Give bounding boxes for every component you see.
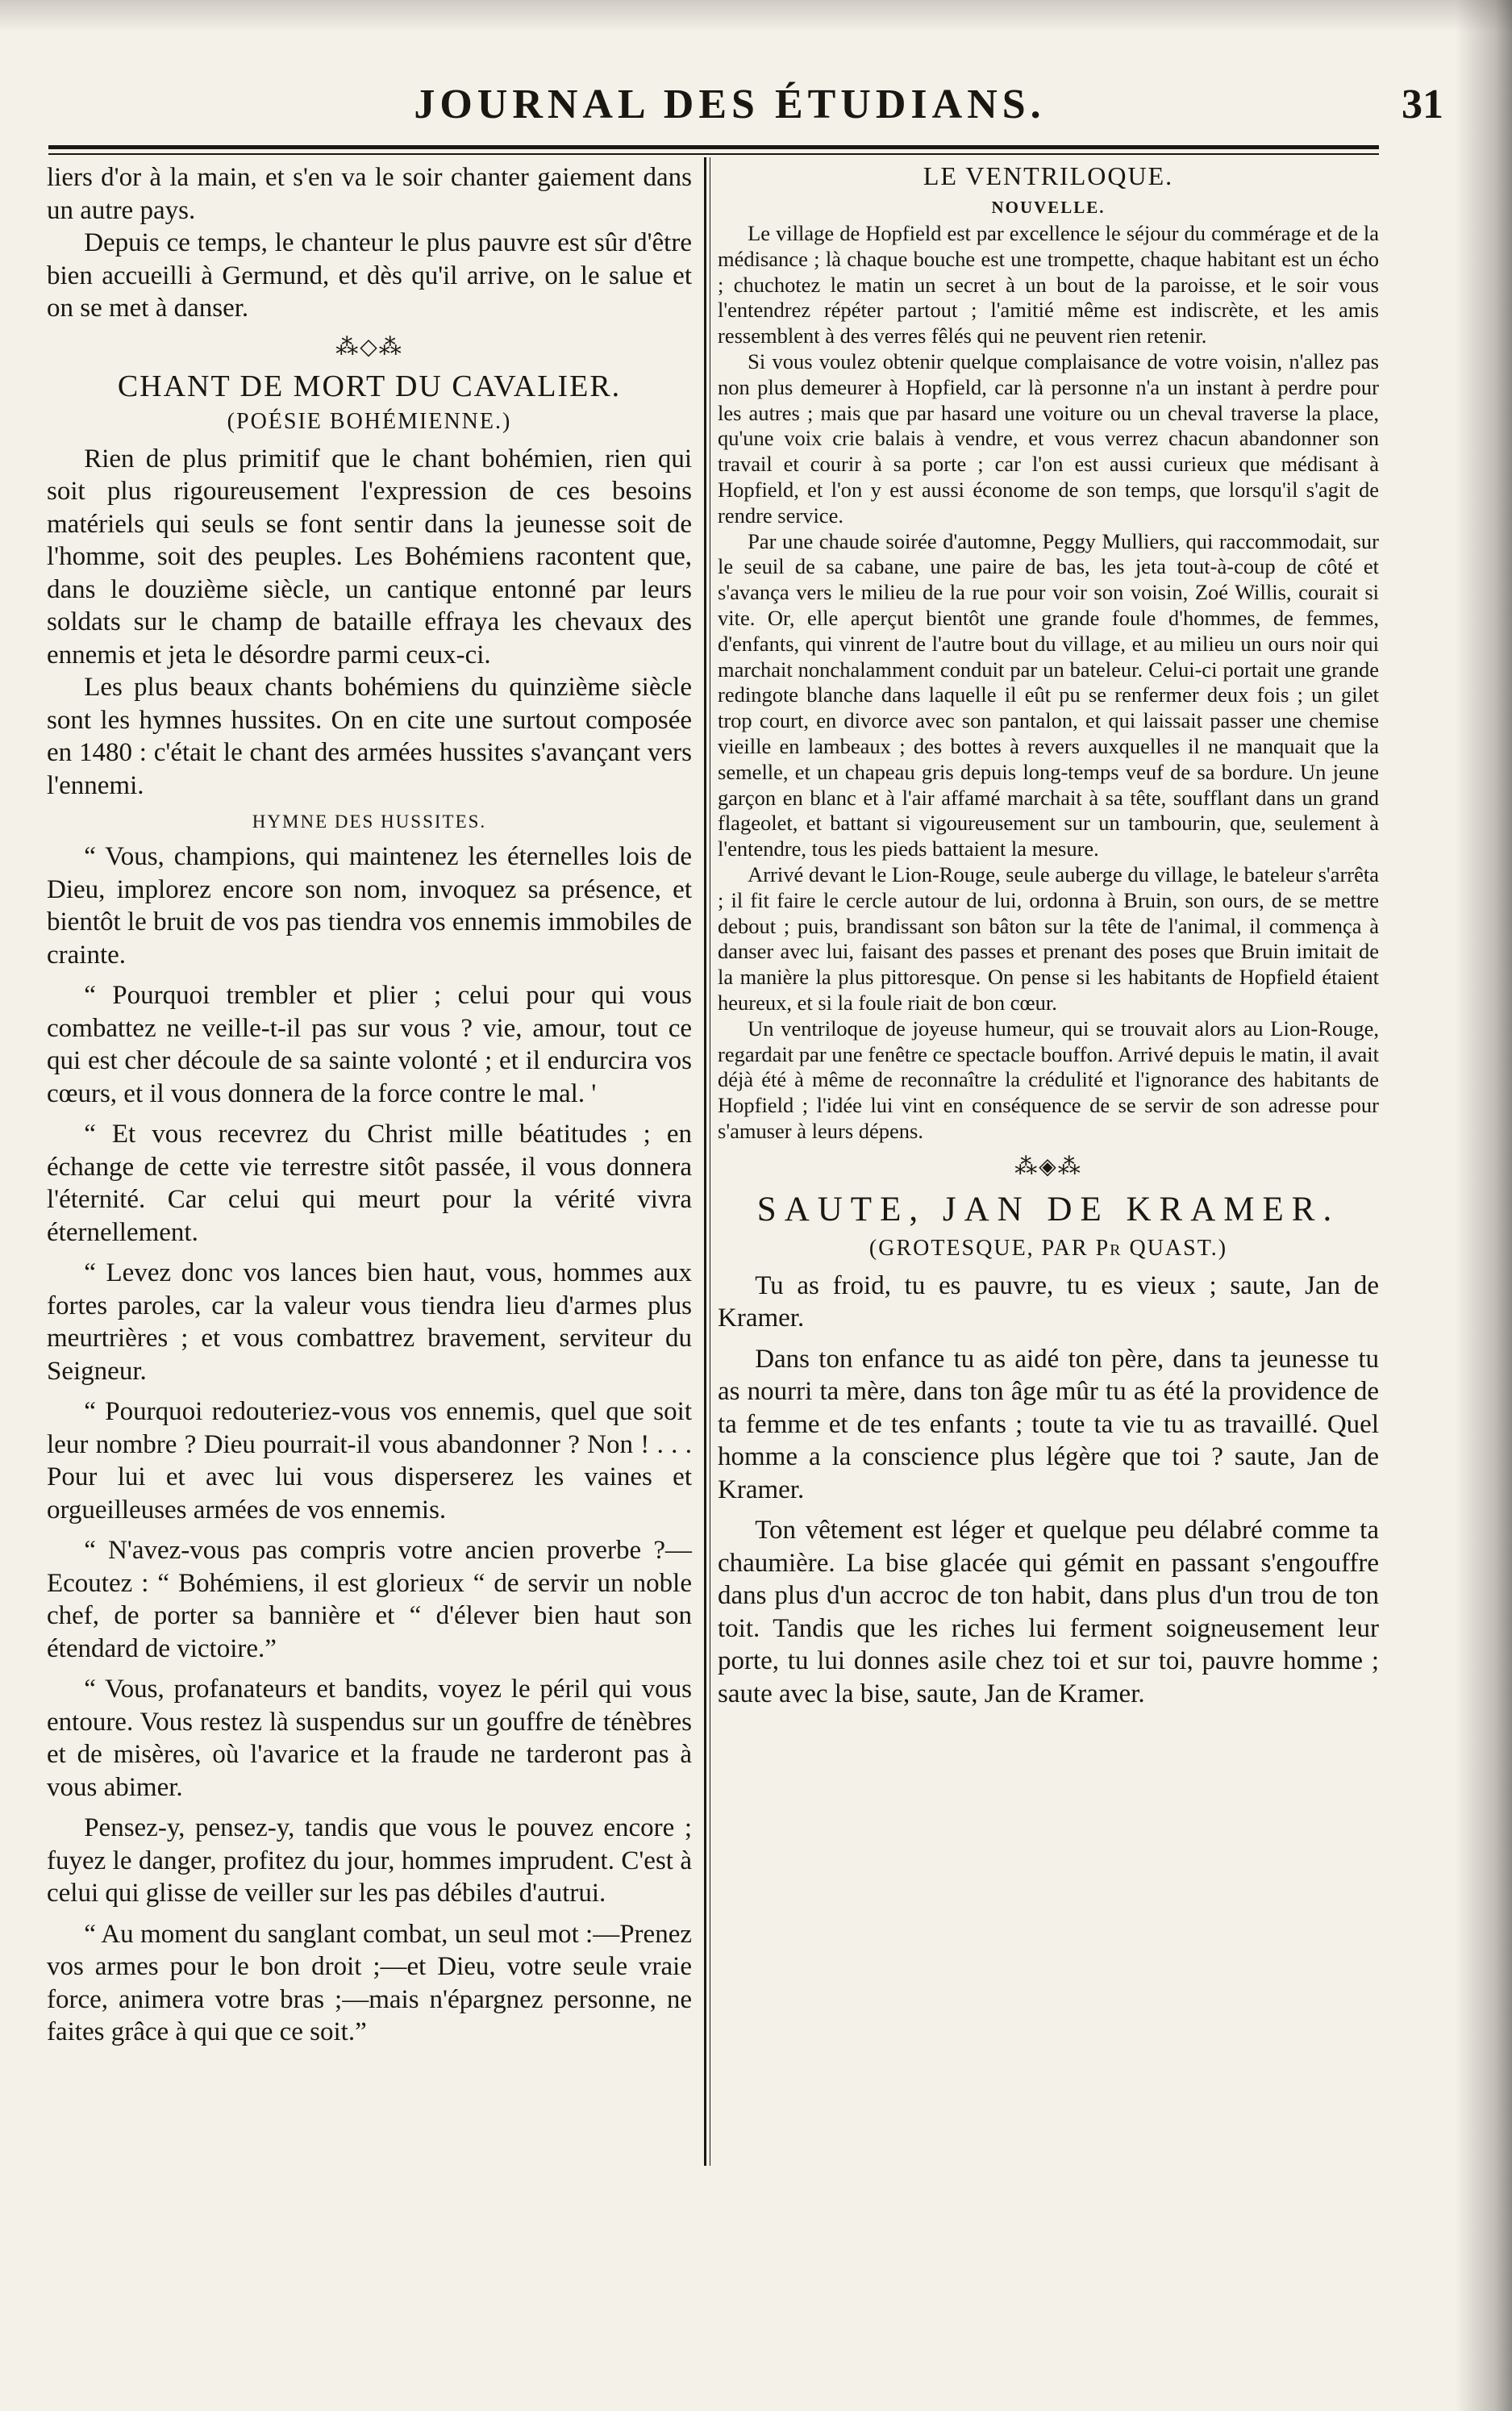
paragraph: Dans ton enfance tu as aidé ton père, dans ta jeunesse tu as nourri ta mère, dans ton âge mûr tu as été la providence de ta femme et de tes enfants ; toute ta vie tu as travaillé. Quel homme a la conscience plus légère que toi ? saute, Jan de Kramer. [718, 1344, 1379, 1504]
paragraph: Tu as froid, tu es pauvre, tu es vieux ; saute, Jan de Kramer. [718, 1270, 1379, 1333]
hymn-stanza: “ N'avez-vous pas compris votre ancien proverbe ?—Ecoutez : “ Bohémiens, il est glorieux “ de servir un noble chef, de porter sa bannière et “ d'élever bien haut son étendard de victoire.” [47, 1536, 692, 1663]
paragraph: Par une chaude soirée d'automne, Peggy Mulliers, qui raccommodait, sur le seuil de sa cabane, une paire de bas, les jeta tout-à-coup de côté et s'avança vers le milieu de la rue pour voir son voisin, Zoé Willis, courait si vite. Or, elle aperçut bientôt une grande foule d'hommes, de femmes, d'enfants, qui vinrent de l'autre bout du village, et au milieu un ours noir qui marchait nonchalamment conduit par un bateleur. Celui-ci portait une grande redingote blanche dans laquelle il eût pu se renfermer deux fois ; un gilet trop court, en divorce avec son pantalon, et qui laissait passer une chemise vieille en lambeaux ; des bottes à revers auxquelles il ne manquait que la semelle, et un chapeau gris depuis long-temps veuf de sa bordure. Un jeune garçon en blanc et à l'air affamé marchait à sa tête, soufflant dans un grand flageolet, et battant si vigoureusement sur un tambourin, que, seulement à l'entendre, tous les pieds battaient la mesure. [718, 528, 1379, 861]
page-number: 31 [1402, 81, 1443, 127]
column-divider [704, 157, 706, 2166]
ventriloque-subtitle: NOUVELLE. [991, 198, 1106, 217]
header-rule [48, 145, 1379, 149]
ornament-divider: ⁂◇⁂ [335, 334, 403, 360]
paragraph: Depuis ce temps, le chanteur le plus pauvre est sûr d'être bien accueilli à Germund, et dès qu'il arrive, on le salue et on se met à danser. [47, 228, 692, 323]
hymn-stanza: “ Pourquoi redouteriez-vous vos ennemis, quel que soit leur nombre ? Dieu pourrait-il vous abandonner ? Non ! . . . Pour lui et avec lui vous disperserez les vaines et orgueilleuses armées de vos ennemis. [47, 1397, 692, 1525]
chant-subtitle: (POÉSIE BOHÉMIENNE.) [227, 408, 512, 434]
paragraph: Rien de plus primitif que le chant bohémien, rien qui soit plus rigoureusement l'expression de ces besoins matériels qui seuls se font sentir dans la jeunesse soit de l'homme, soit des peuples. Les Bohémiens racontent que, dans le douzième siècle, un cantique entonné par leurs soldats sur le champ de bataille effraya les chevaux des ennemis et jeta le désordre parmi ceux-ci. [47, 444, 692, 669]
paragraph: Un ventriloque de joyeuse humeur, qui se trouvait alors au Lion-Rouge, regardait par une fenêtre ce spectacle bouffon. Arrivé depuis le matin, il avait déjà été à même de reconnaître la crédulité et l'ignorance des habitants de Hopfield ; l'idée lui vint en conséquence de se servir de son adresse pour s'amuser à leurs dépens. [718, 1016, 1379, 1143]
left-column [47, 161, 692, 2049]
paragraph: Le village de Hopfield est par excellence le séjour du commérage et de la médisance ; là chaque bouche est une trompette, chaque habitant est un écho ; chuchotez le matin un secret à un bout de la paroisse, et le soir vous l'entendrez répéter partout ; l'amitié même est indiscrète, et les amis ressemblent à des verres fêlés qui ne peuvent rien retenir. [718, 221, 1379, 348]
saute-title: SAUTE, JAN DE KRAMER. [756, 1190, 1340, 1228]
ventriloque-title: LE VENTRILOQUE. [923, 161, 1174, 190]
hymn-stanza: “ Pourquoi trembler et plier ; celui pour qui vous combattez ne veille-t-il pas sur vous ? vie, amour, tout ce qui est cher découle de sa sainte volonté ; et il endurcira vos cœurs, et il vous donnera de la force contre le mal. ' [47, 981, 692, 1108]
ornament-divider: ⁂◈⁂ [1014, 1153, 1082, 1179]
chant-title: CHANT DE MORT DU CAVALIER. [117, 369, 622, 403]
hymn-stanza: Pensez-y, pensez-y, tandis que vous le pouvez encore ; fuyez le danger, profitez du jour, hommes imprudent. C'est à celui qui glisse de veiller sur les pas débiles d'autrui. [47, 1813, 692, 1908]
hymn-title: HYMNE DES HUSSITES. [252, 811, 487, 832]
hymn-stanza: “ Vous, profanateurs et bandits, voyez le péril qui vous entoure. Vous restez là suspendus sur un gouffre de ténèbres et de misères, où l'avarice et la fraude ne tarderont pas à vous abimer. [47, 1675, 692, 1802]
saute-subtitle: (GROTESQUE, PAR Pr QUAST.) [868, 1235, 1228, 1261]
journal-title: JOURNAL DES ÉTUDIANS. [414, 81, 1046, 127]
hymn-stanza: “ Au moment du sanglant combat, un seul mot :—Prenez vos armes pour le bon droit ;—et Dieu, votre seule vraie force, animera votre bras ;—mais n'épargnez personne, ne faites grâce à qui que ce soit.” [47, 1919, 692, 2046]
paragraph: Si vous voulez obtenir quelque complaisance de votre voisin, n'allez pas non plus demeurer à Hopfield, car là personne n'a un instant à perdre pour les autres ; mais que par hasard une voiture ou un cheval traverse la place, qu'une voix crie balais à vendre, et vous verrez chacun abandonner son travail et courir à sa porte ; car l'on est aussi curieux que médisant à Hopfield, et l'on y est aussi économe de son temps, que lorsqu'il s'agit de rendre service. [718, 348, 1379, 528]
paragraph: Ton vêtement est léger et quelque peu délabré comme ta chaumière. La bise glacée qui gémit en passant s'engouffre dans plus d'un accroc de ton habit, dans plus d'un trou de ton toit. Tandis que les riches lui ferment soigneusement leur porte, tu lui donnes asile chez toi et sur toi, pauvre homme ; saute avec la bise, saute, Jan de Kramer. [718, 1516, 1379, 1708]
paragraph: Arrivé devant le Lion-Rouge, seule auberge du village, le bateleur s'arrêta ; il fit faire le cercle autour de lui, ordonna à Bruin, son ours, de se mettre debout ; puis, brandissant son bâton sur la tête de l'animal, il commença à danser avec lui, faisant des passes et prenant des poses que Bruin imitait de la manière la plus pittoresque. On pense si les habitants de Hopfield étaient heureux, et si la foule riait de bon cœur. [718, 861, 1379, 1015]
page-edge-shadow-top [0, 0, 1512, 32]
right-column [718, 161, 1379, 1710]
paragraph: liers d'or à la main, et s'en va le soir chanter gaiement dans un autre pays. [47, 163, 692, 225]
hymn-stanza: “ Levez donc vos lances bien haut, vous, hommes aux fortes paroles, car la valeur vous tiendra lieu d'armes plus meurtrières ; et vous combattrez bravement, serviteur du Seigneur. [47, 1258, 692, 1386]
hymn-stanza: “ Vous, champions, qui maintenez les éternelles lois de Dieu, implorez encore son nom, invoquez sa présence, et bientôt le bruit de vos pas tiendra vos ennemis immobiles de crainte. [47, 842, 692, 970]
paragraph: Les plus beaux chants bohémiens du quinzième siècle sont les hymnes hussites. On en cite une surtout composée en 1480 : c'était le chant des armées hussites s'avançant vers l'ennemi. [47, 673, 692, 800]
hymn-stanza: “ Et vous recevrez du Christ mille béatitudes ; en échange de cette vie terrestre sitôt passée, il vous donnera l'éternité. Car celui qui meurt pour la vérité vivra éternellement. [47, 1120, 692, 1247]
masthead [48, 81, 1443, 137]
page-edge-shadow-right [1456, 0, 1512, 2411]
header-rule-thin [48, 153, 1379, 155]
